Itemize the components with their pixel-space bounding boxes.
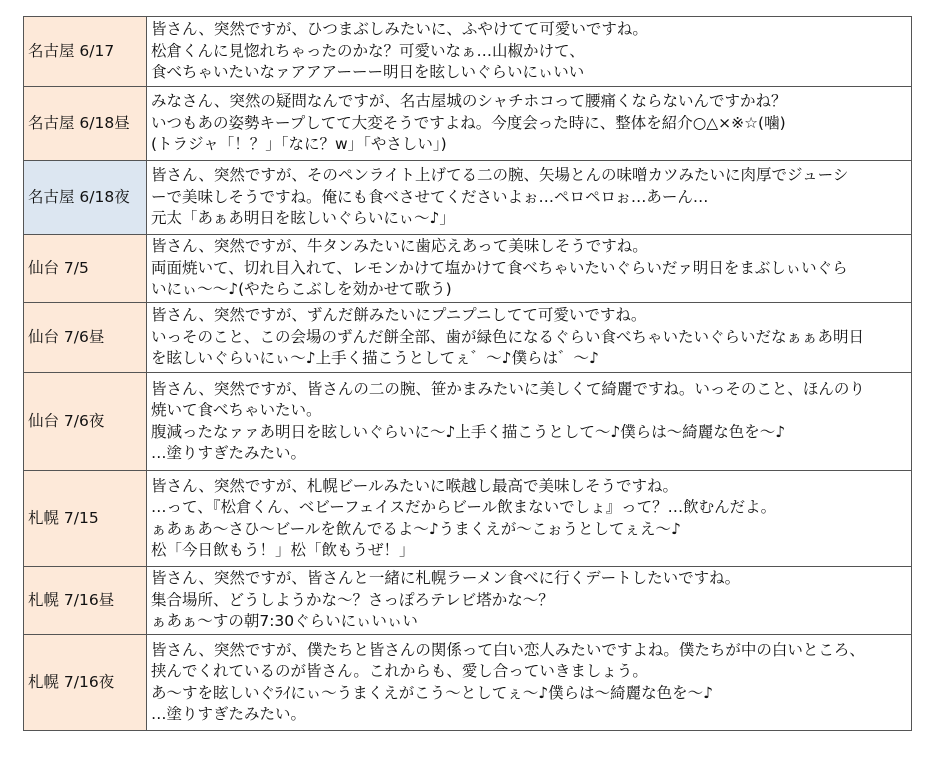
comment-line: 皆さん、突然ですが、札幌ビールみたいに喉越し最高で美味しそうですね。 — [151, 476, 679, 495]
comment-line: ーで美味しそうですね。俺にも食べさせてくださいよぉ…ペロペロぉ…あーん… — [151, 187, 709, 206]
comment-line: ぁあぁあ～さひ～ビールを飲んでるよ～♪うまくえが～こぉうとしてぇえ～♪ — [151, 519, 681, 538]
comment-line: いつもあの姿勢キープしてて大変そうですよね。今度会った時に、整体を紹介○△×※☆(噛) — [151, 113, 786, 132]
mc-table-body — [24, 17, 912, 731]
venue-date-cell: 札幌 7/15 — [24, 471, 147, 567]
table-row — [24, 635, 912, 731]
table-row — [24, 87, 912, 161]
comment-cell — [147, 161, 912, 235]
venue-date-cell: 札幌 7/16夜 — [24, 635, 147, 731]
table-row — [24, 161, 912, 235]
comment-line: 集合場所、どうしようかな～？さっぽろテレビ塔かな～？ — [151, 590, 554, 609]
comment-line: (トラジャ「！？」「なに？w」「やさしい」) — [151, 135, 447, 154]
comment-line: 挟んでくれているのが皆さん。これからも、愛し合っていきましょう。 — [151, 662, 648, 680]
comment-cell — [147, 235, 912, 303]
comment-line: みなさん、突然の疑問なんですが、名古屋城のシャチホコって腰痛くならないんですかね？ — [151, 92, 787, 111]
comment-line: 焼いて食べちゃいたい。 — [151, 401, 322, 419]
table-row — [24, 373, 912, 471]
comment-line: 皆さん、突然ですが、そのペンライト上げてる二の腕、矢場とんの味噌カツみたいに肉厚でジューシ — [151, 166, 849, 185]
comment-cell — [147, 87, 912, 161]
mc-table — [23, 16, 912, 731]
comment-cell — [147, 471, 912, 567]
comment-line: 皆さん、突然ですが、ずんだ餅みたいにプニプニしてて可愛いですね。 — [151, 306, 647, 325]
comment-line: 腹減ったなァァあ明日を眩しいぐらいに～♪上手く描こうとして～♪僕らは～綺麗な色を～♪ — [151, 422, 786, 441]
comment-line: 皆さん、突然ですが、ひつまぶしみたいに、ふやけてて可愛いですね。 — [151, 20, 648, 39]
comment-cell — [147, 303, 912, 373]
venue-date-cell: 名古屋 6/18昼 — [24, 87, 147, 161]
table-row — [24, 17, 912, 87]
comment-line: 皆さん、突然ですが、皆さんと一緒に札幌ラーメン食べに行くデートしたいですね。 — [151, 569, 741, 588]
venue-date-cell: 仙台 7/6昼 — [24, 303, 147, 373]
venue-date-cell: 札幌 7/16昼 — [24, 567, 147, 635]
venue-date-cell: 名古屋 6/18夜 — [24, 161, 147, 235]
comment-line: …塗りすぎたみたい。 — [151, 705, 307, 723]
venue-date-cell: 仙台 7/6夜 — [24, 373, 147, 471]
comment-cell — [147, 567, 912, 635]
comment-line: 松倉くんに見惚れちゃったのかな？可愛いなぁ…山椒かけて、 — [151, 41, 585, 60]
comment-line: 松「今日飲もう！」松「飲もうぜ！」 — [151, 541, 415, 559]
comment-line: 元太「あぁあ明日を眩しいぐらいにぃ～♪」 — [151, 209, 455, 228]
comment-line: いにぃ～～♪(やたらこぶしを効かせて歌う) — [151, 280, 452, 299]
table-row — [24, 567, 912, 635]
comment-cell — [147, 17, 912, 87]
comment-line: 皆さん、突然ですが、牛タンみたいに歯応えあって美味しそうですね。 — [151, 237, 648, 256]
comment-line: 皆さん、突然ですが、皆さんの二の腕、笹かまみたいに美しくて綺麗ですね。いっそのこと、ほんのり — [151, 379, 865, 398]
venue-date-cell: 名古屋 6/17 — [24, 17, 147, 87]
comment-cell — [147, 635, 912, 731]
table-row — [24, 235, 912, 303]
comment-line: ぁあぁ～すの朝7:30ぐらいにぃいぃい — [151, 612, 418, 631]
table-row — [24, 471, 912, 567]
table-row — [24, 303, 912, 373]
comment-line: …って、『松倉くん、ベビーフェイスだからビール飲まないでしょ』って？…飲むんだよ。 — [151, 498, 777, 516]
comment-line: あ～すを眩しいぐﾗｲにぃ～うまくえがこう～としてぇ～♪僕らは～綺麗な色を～♪ — [151, 683, 713, 702]
comment-line: 両面焼いて、切れ目入れて、レモンかけて塩かけて食べちゃいたいぐらいだァ明日をまぶしぃいぐら — [151, 258, 848, 277]
comment-line: いっそのこと、この会場のずんだ餅全部、歯が緑色になるぐらい食べちゃいたいぐらいだなぁぁあ明日 — [151, 327, 865, 346]
comment-line: を眩しいぐらいにぃ～♪上手く描こうとしてぇ゛～♪僕らは゛～♪ — [151, 349, 599, 368]
comment-line: 皆さん、突然ですが、僕たちと皆さんの関係って白い恋人みたいですよね。僕たちが中の白いところ、 — [151, 640, 865, 659]
venue-date-cell: 仙台 7/5 — [24, 235, 147, 303]
comment-line: …塗りすぎたみたい。 — [151, 444, 307, 462]
comment-cell — [147, 373, 912, 471]
comment-line: 食べちゃいたいなァアアアーーー明日を眩しいぐらいにぃいい — [151, 63, 585, 82]
